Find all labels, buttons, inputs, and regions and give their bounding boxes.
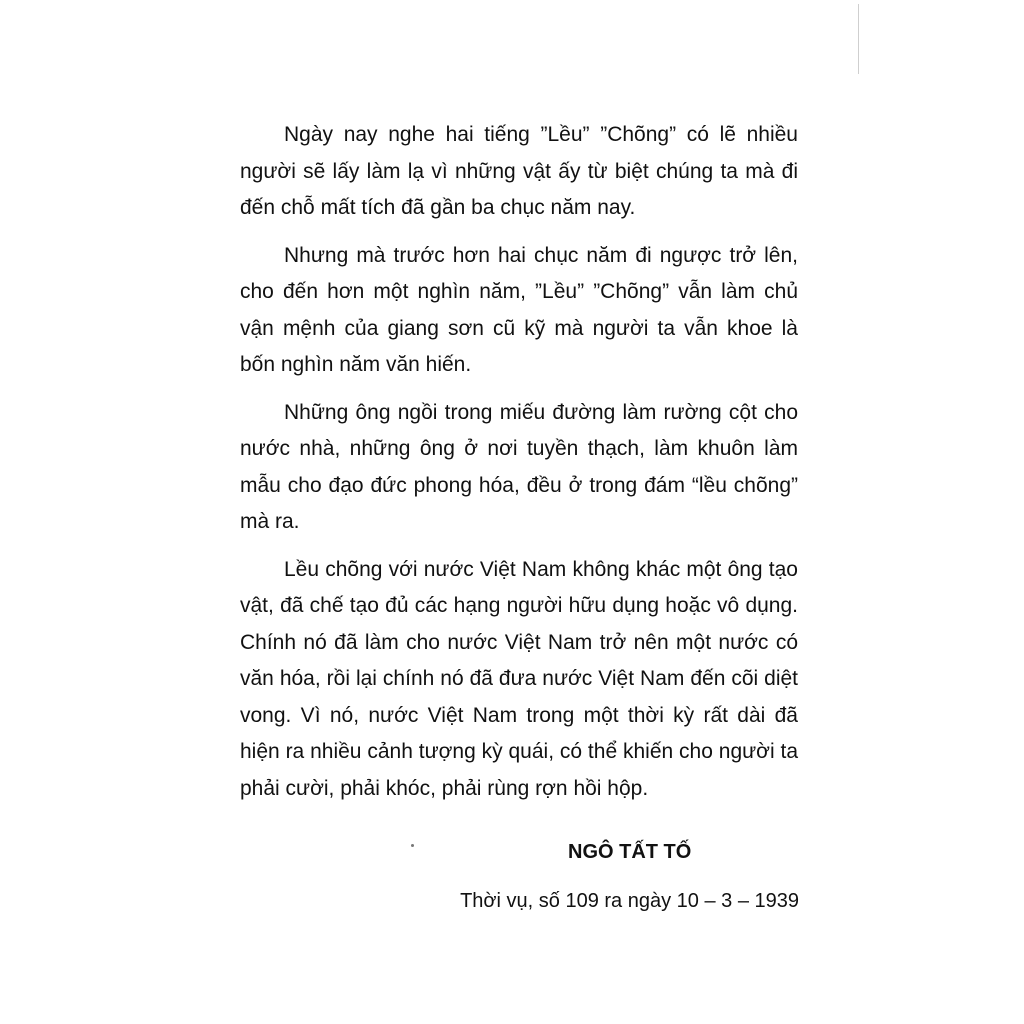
page-edge-line bbox=[858, 4, 859, 74]
paragraph-3: Những ông ngồi trong miếu đường làm rường cột cho nước nhà, những ông ở nơi tuyền thạch, làm khuôn làm mẫu cho đạo đức phong hóa, đều ở trong đám “lều chõng” mà ra. bbox=[240, 400, 798, 533]
author-name: NGÔ TẤT TỐ bbox=[568, 841, 692, 863]
source-citation: Thời vụ, số 109 ra ngày 10 – 3 – 1939 bbox=[460, 890, 799, 912]
paragraph-2: Nhưng mà trước hơn hai chục năm đi ngược trở lên, cho đến hơn một nghìn năm, ”Lều” ”Chõng” vẫn làm chủ vận mệnh của giang sơn cũ kỹ mà người ta vẫn khoe là bốn nghìn năm văn hiến. bbox=[240, 243, 798, 376]
ink-speck bbox=[411, 844, 414, 847]
paragraph-4: Lều chõng với nước Việt Nam không khác một ông tạo vật, đã chế tạo đủ các hạng người hữu dụng hoặc vô dụng. Chính nó đã làm cho nước Việt Nam trở nên một nước có văn hóa, rồi lại chính nó đã đưa nước Việt Nam đến cõi diệt vong. Vì nó, nước Việt Nam trong một thời kỳ rất dài đã hiện ra nhiều cảnh tượng kỳ quái, có thể khiến cho người ta phải cười, phải khóc, phải rùng rợn hồi hộp. bbox=[240, 557, 798, 800]
body-text bbox=[240, 117, 798, 818]
paragraph-1: Ngày nay nghe hai tiếng ”Lều” ”Chõng” có lẽ nhiều người sẽ lấy làm lạ vì những vật ấy từ biệt chúng ta mà đi đến chỗ mất tích đã gần ba chục năm nay. bbox=[240, 123, 798, 219]
